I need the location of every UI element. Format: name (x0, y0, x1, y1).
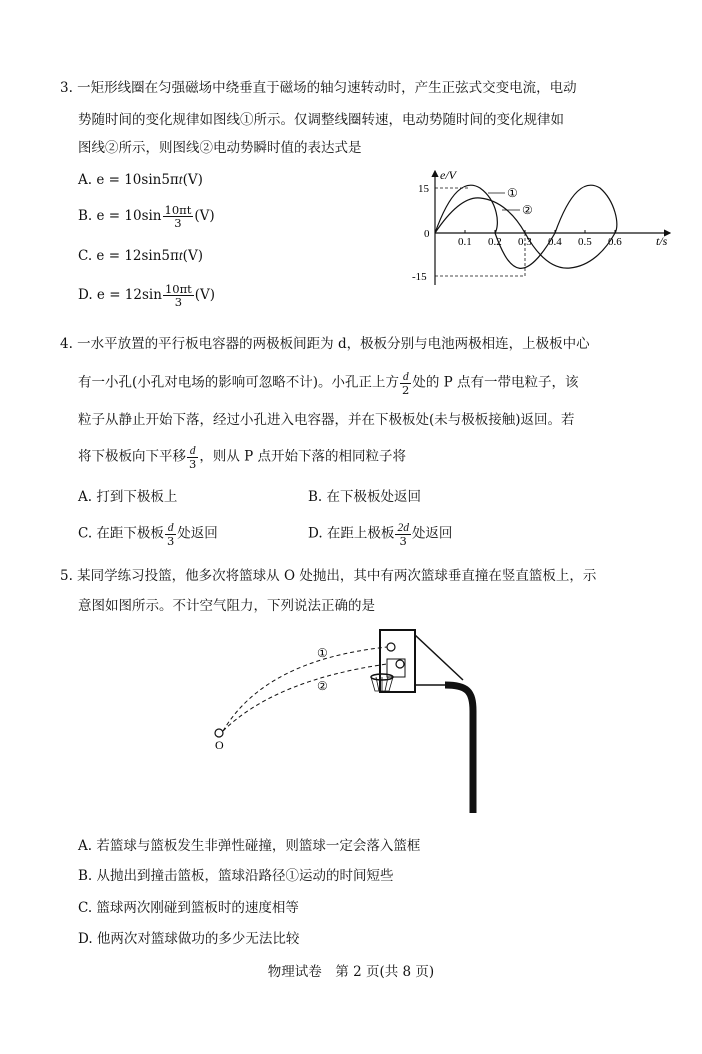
x-tick-0.6: 0.6 (608, 236, 622, 248)
y-tick-bottom: -15 (412, 271, 427, 283)
x-tick-0.2: 0.2 (488, 236, 502, 248)
x-tick-0.4: 0.4 (548, 236, 562, 248)
y-axis-label: e/V (440, 168, 456, 182)
label-O: O (215, 738, 224, 752)
q4-option-a: A. 打到下极板上 (78, 489, 178, 505)
q4-option-d: D. 在距上极板 $\frac{2d}{3}$ 处返回 (308, 522, 453, 548)
ball-at-O (215, 729, 223, 737)
q3-option-d: D. e = 12sin $\frac{10\pi t}{3}$ (V) (78, 282, 216, 309)
ball-on-board-2 (396, 660, 404, 668)
label-path-1: ① (317, 646, 328, 660)
basketball-diagram (205, 625, 495, 820)
page-footer: 物理试卷 第 2 页(共 8 页) (267, 964, 435, 980)
q3-stem-line2: 势随时间的变化规律如图线①所示。仅调整线圈转速，电动势随时间的变化规律如 (78, 112, 564, 128)
ball-on-board-1 (387, 643, 395, 651)
y-tick-top: 15 (418, 183, 429, 195)
q5-option-b: B. 从抛出到撞击篮板，篮球沿路径①运动的时间短些 (78, 868, 394, 884)
trajectory-1 (223, 647, 387, 731)
q3-option-c: C. e = 12sin5πt(V) (78, 248, 203, 264)
q5-option-a: A. 若篮球与篮板发生非弹性碰撞，则篮球一定会落入篮框 (78, 838, 421, 854)
q3-stem-line3: 图线②所示，则图线②电动势瞬时值的表达式是 (78, 140, 362, 156)
pole (445, 685, 473, 813)
q4-option-c: C. 在距下极板 $\frac{d}{3}$ 处返回 (78, 522, 218, 548)
q5-stem-line2: 意图如图所示。不计空气阻力，下列说法正确的是 (78, 598, 375, 614)
x-tick-0.3: 0.3 (518, 236, 532, 248)
curve-2-label: ② (522, 203, 533, 217)
label-path-2: ② (317, 679, 328, 693)
x-tick-0.5: 0.5 (578, 236, 592, 248)
curve-1 (435, 185, 617, 268)
q3-option-b: B. e = 10sin $\frac{10\pi t}{3}$ (V) (78, 203, 215, 230)
q5-stem-line1: 5. 某同学练习投篮，他多次将篮球从 O 处抛出，其中有两次篮球垂直撞在竖直篮板上，示 (60, 568, 597, 584)
q4-stem-line2: 有一小孔(小孔对电场的影响可忽略不计)。小孔正上方 $\frac{d}{2}$ 处的 P 点有一带电粒子，该 (78, 371, 579, 397)
curve-1-label: ① (507, 186, 518, 200)
q5-option-d: D. 他两次对篮球做功的多少无法比较 (78, 931, 300, 947)
q4-stem-line3: 粒子从静止开始下落，经过小孔进入电容器，并在下极板处(未与极板接触)返回。若 (78, 412, 575, 428)
trajectory-2 (223, 664, 387, 731)
x-tick-0.1: 0.1 (458, 236, 472, 248)
q3-option-a: A. e = 10sin5πt(V) (78, 172, 203, 188)
q5-option-c: C. 篮球两次刚碰到篮板时的速度相等 (78, 900, 299, 916)
emf-time-graph (410, 165, 680, 295)
x-axis-label: t/s (656, 234, 668, 248)
origin-label: 0 (424, 228, 430, 240)
q4-stem-line4: 将下极板向下平移 $\frac{d}{3}$ ，则从 P 点开始下落的相同粒子将 (78, 445, 406, 471)
q4-option-b: B. 在下极板处返回 (308, 489, 422, 505)
q4-stem-line1: 4. 一水平放置的平行板电容器的两极板间距为 d，极板分别与电池两极相连，上极板中心 (60, 336, 590, 352)
q3-stem-line1: 3. 一矩形线圈在匀强磁场中绕垂直于磁场的轴匀速转动时，产生正弦式交变电流，电动 (60, 80, 577, 96)
